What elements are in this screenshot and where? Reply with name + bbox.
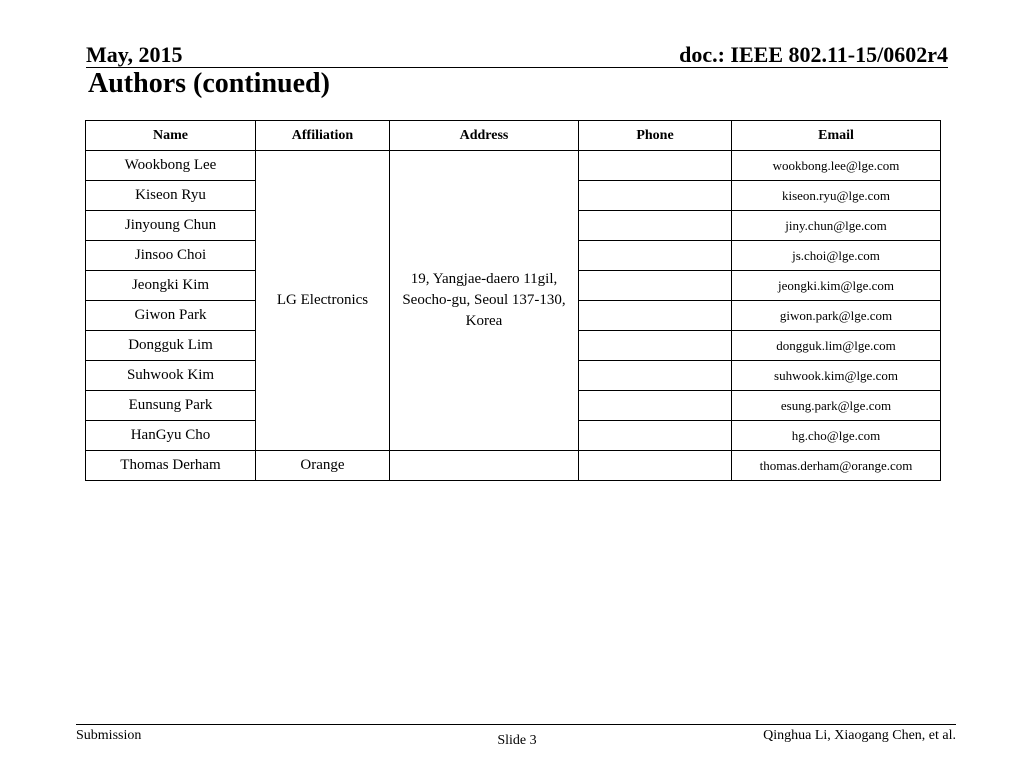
author-name: Thomas Derham [86,451,256,481]
author-phone [579,301,732,331]
author-phone [579,181,732,211]
header-date: May, 2015 [86,42,183,67]
author-name: Jinsoo Choi [86,241,256,271]
author-phone [579,241,732,271]
author-name: Eunsung Park [86,391,256,421]
author-address: 19, Yangjae-daero 11gil, Seocho-gu, Seoul 137-130, Korea [390,151,579,451]
author-email: esung.park@lge.com [732,391,941,421]
author-phone [579,361,732,391]
footer-submission: Submission [76,728,142,743]
header-phone: Phone [579,121,732,151]
author-name: Suhwook Kim [86,361,256,391]
author-address [390,451,579,481]
author-name: Jeongki Kim [86,271,256,301]
table-header-row [86,121,941,151]
author-name: Giwon Park [86,301,256,331]
author-affiliation: Orange [256,451,390,481]
author-phone [579,271,732,301]
author-email: kiseon.ryu@lge.com [732,181,941,211]
table-row [86,451,941,481]
author-email: dongguk.lim@lge.com [732,331,941,361]
author-phone [579,211,732,241]
author-email: js.choi@lge.com [732,241,941,271]
header-affiliation: Affiliation [256,121,390,151]
authors-table [85,120,941,481]
author-email: suhwook.kim@lge.com [732,361,941,391]
author-email: jiny.chun@lge.com [732,211,941,241]
author-phone [579,451,732,481]
author-phone [579,391,732,421]
author-email: hg.cho@lge.com [732,421,941,451]
author-name: Dongguk Lim [86,331,256,361]
header-doc-id: doc.: IEEE 802.11-15/0602r4 [679,42,948,67]
author-name: Kiseon Ryu [86,181,256,211]
table-row [86,151,941,181]
author-name: Wookbong Lee [86,151,256,181]
header-address: Address [390,121,579,151]
footer-slide-number: Slide 3 [497,733,537,748]
author-phone [579,331,732,361]
author-affiliation: LG Electronics [256,151,390,451]
author-email: wookbong.lee@lge.com [732,151,941,181]
author-email: thomas.derham@orange.com [732,451,941,481]
footer-divider [76,724,956,725]
author-name: Jinyoung Chun [86,211,256,241]
author-phone [579,151,732,181]
author-email: jeongki.kim@lge.com [732,271,941,301]
author-email: giwon.park@lge.com [732,301,941,331]
slide-title: Authors (continued) [88,68,330,99]
author-phone [579,421,732,451]
header-name: Name [86,121,256,151]
header-email: Email [732,121,941,151]
footer-authors: Qinghua Li, Xiaogang Chen, et al. [763,728,956,743]
author-name: HanGyu Cho [86,421,256,451]
